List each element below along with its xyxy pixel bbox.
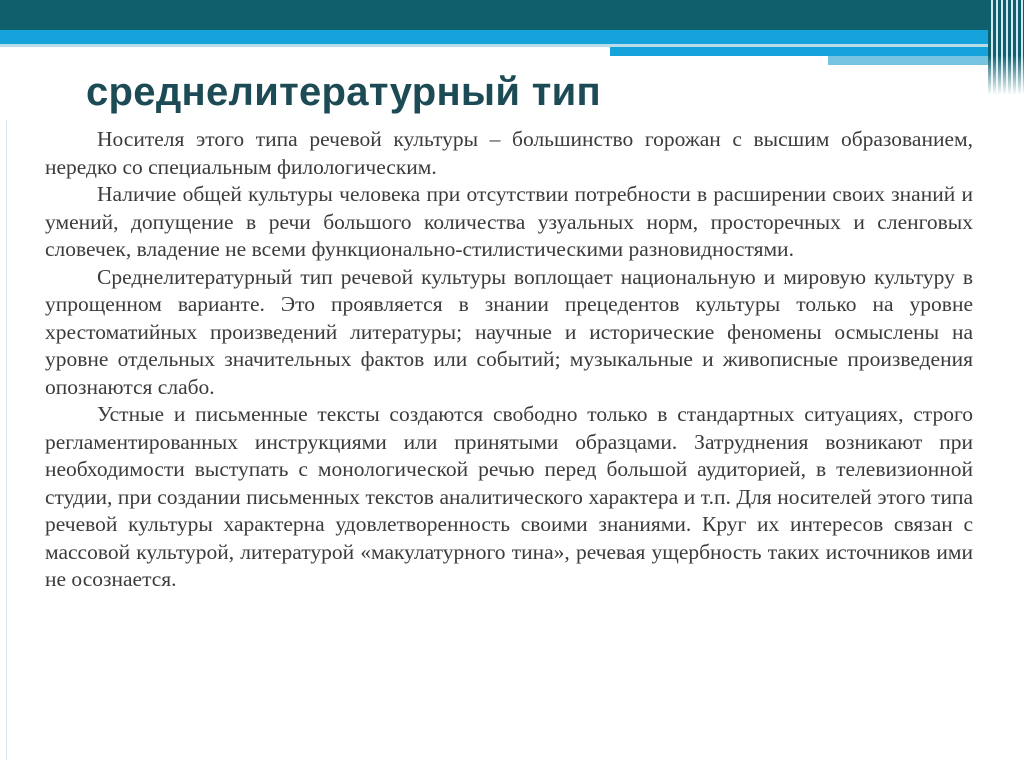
paragraph-1: Носителя этого типа речевой культуры – большинство горожан с высшим образованием, нередко со специальным филологическим. <box>45 127 973 179</box>
paragraph-2: Наличие общей культуры человека при отсутствии потребности в расширении своих знаний и умений, допущение в речи большого количества узуальных норм, просторечных и сленговых словечек, владение не всеми функционально-стилистическими разновидностями. <box>45 182 973 261</box>
header-accent-bar <box>610 47 1024 56</box>
header-band-blue <box>0 30 1024 44</box>
left-border-line <box>6 120 7 760</box>
paragraph-3: Среднелитературный тип речевой культуры воплощает национальную и мировую культуру в упрощенном варианте. Это проявляется в знании прецедентов культуры только на уровне хрестоматийных произведений литературы; научные и исторические феномены осмыслены на уровне отдельных значительных фактов или событий; музыкальные и живописные произведения опознаются слабо. <box>45 264 973 399</box>
paragraph-4: Устные и письменные тексты создаются свободно только в стандартных ситуациях, строго регламентированных инструкциями или принятыми образцами. Затруднения возникают при необходимости выступать с монологической речью перед большой аудиторией, в телевизионной студии, при создании письменных текстов аналитического характера и т.п. Для носителей этого типа речевой культуры характерна удовлетворенность своими знаниями. Круг их интересов связан с массовой культурой, литературой «макулатурного тина», речевая ущербность таких источников ими не осознается. <box>45 402 973 591</box>
slide-title: среднелитературный тип <box>86 70 601 114</box>
header-stripes-decoration <box>988 0 1024 95</box>
slide-body <box>45 126 973 594</box>
header-band-dark <box>0 0 1024 30</box>
